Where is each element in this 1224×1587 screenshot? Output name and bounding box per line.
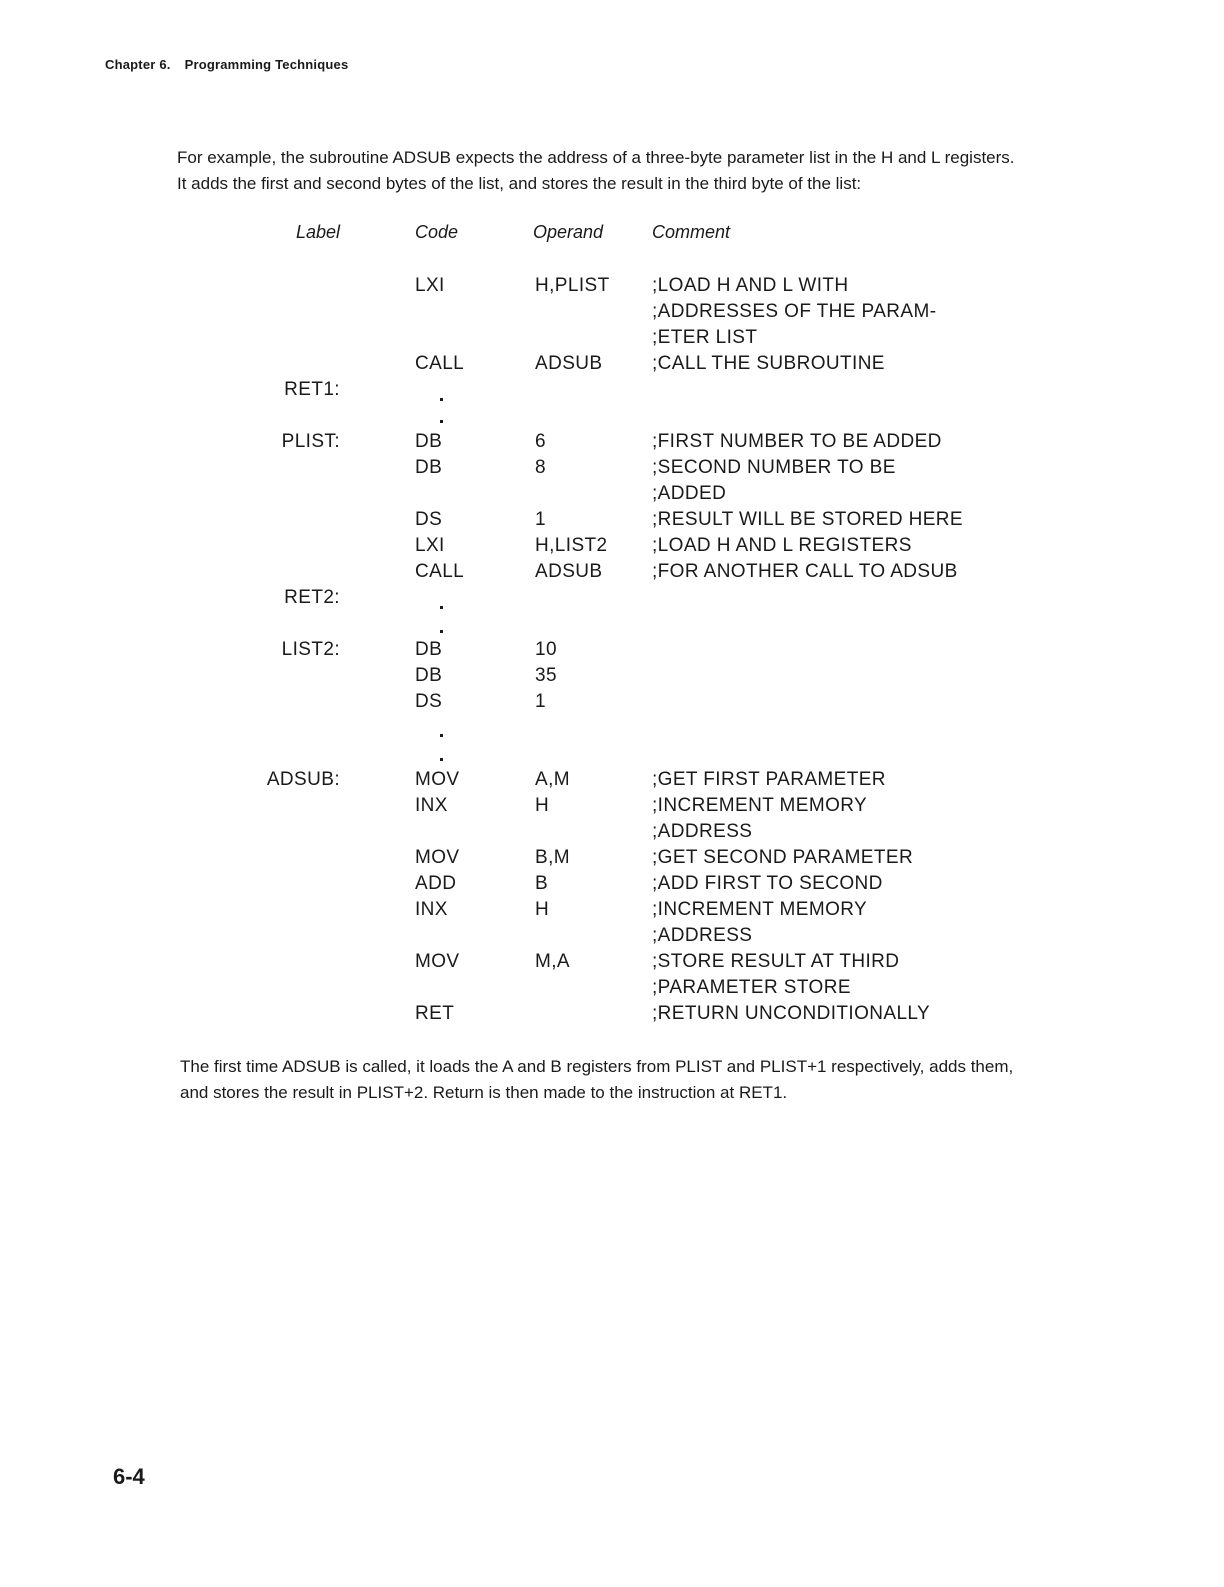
column-header-comment: Comment <box>652 222 731 242</box>
label-cell: RET2: <box>284 587 340 608</box>
code-cell: DS <box>415 691 443 712</box>
code-cell: LXI <box>415 535 445 556</box>
listing-row <box>0 377 1224 403</box>
operand-cell: 35 <box>535 665 557 686</box>
comment-cell: ;GET FIRST PARAMETER <box>652 769 886 790</box>
listing-row <box>0 793 1224 819</box>
ellipsis-dot <box>440 606 443 609</box>
listing-row <box>0 949 1224 975</box>
label-cell: LIST2: <box>281 639 340 660</box>
comment-cell: ;FOR ANOTHER CALL TO ADSUB <box>652 561 958 582</box>
column-header-operand: Operand <box>533 222 604 242</box>
listing-row <box>0 533 1224 559</box>
code-cell: INX <box>415 795 448 816</box>
comment-cell: ;GET SECOND PARAMETER <box>652 847 914 868</box>
ellipsis-dot <box>440 630 443 633</box>
code-cell: MOV <box>415 769 460 790</box>
chapter-title: Programming Techniques <box>184 57 349 72</box>
intro-line: For example, the subroutine ADSUB expects the address of a three-byte parameter list in the H and L registers. <box>177 148 1015 167</box>
code-cell: CALL <box>415 353 465 374</box>
listing-row <box>0 325 1224 351</box>
code-cell: CALL <box>415 561 465 582</box>
label-cell: ADSUB: <box>266 769 340 790</box>
listing-row <box>0 845 1224 871</box>
code-cell: MOV <box>415 847 460 868</box>
comment-cell: ;ADDED <box>652 483 727 504</box>
listing-row <box>0 871 1224 897</box>
listing-row <box>0 507 1224 533</box>
listing-row <box>0 897 1224 923</box>
code-cell: DB <box>415 457 443 478</box>
column-header-code: Code <box>415 222 459 242</box>
comment-cell: ;PARAMETER STORE <box>652 977 851 998</box>
code-cell: DS <box>415 509 443 530</box>
outro-line: and stores the result in PLIST+2. Return is then made to the instruction at RET1. <box>180 1083 788 1102</box>
code-cell: INX <box>415 899 448 920</box>
operand-cell: ADSUB <box>535 561 603 582</box>
listing-row <box>0 455 1224 481</box>
code-cell: DB <box>415 639 443 660</box>
ellipsis-dot <box>440 420 443 423</box>
operand-cell: A,M <box>535 769 570 790</box>
listing-row <box>0 299 1224 325</box>
listing-row <box>0 975 1224 1001</box>
code-cell: ADD <box>415 873 457 894</box>
operand-cell: M,A <box>535 951 570 972</box>
listing-row <box>0 715 1224 741</box>
listing-row <box>0 1001 1224 1027</box>
comment-cell: ;RETURN UNCONDITIONALLY <box>652 1003 931 1024</box>
comment-cell: ;LOAD H AND L REGISTERS <box>652 535 912 556</box>
operand-cell: 10 <box>535 639 557 660</box>
listing-row <box>0 611 1224 637</box>
ellipsis-dot <box>440 758 443 761</box>
comment-cell: ;ADDRESS <box>652 821 753 842</box>
code-cell: RET <box>415 1003 455 1024</box>
code-cell: LXI <box>415 275 445 296</box>
operand-cell: 8 <box>535 457 546 478</box>
operand-cell: H,LIST2 <box>535 535 608 556</box>
operand-cell: 1 <box>535 691 546 712</box>
listing-row <box>0 403 1224 429</box>
comment-cell: ;RESULT WILL BE STORED HERE <box>652 509 964 530</box>
code-cell: DB <box>415 665 443 686</box>
intro-line: It adds the first and second bytes of the list, and stores the result in the third byte of the list: <box>177 174 862 193</box>
listing-row <box>0 923 1224 949</box>
comment-cell: ;ADDRESS <box>652 925 753 946</box>
label-cell: RET1: <box>284 379 340 400</box>
operand-cell: H <box>535 899 550 920</box>
comment-cell: ;ETER LIST <box>652 327 758 348</box>
operand-cell: 6 <box>535 431 546 452</box>
operand-cell: B,M <box>535 847 570 868</box>
label-cell: PLIST: <box>281 431 340 452</box>
listing-row <box>0 663 1224 689</box>
page-number: 6-4 <box>113 1464 145 1489</box>
operand-cell: H,PLIST <box>535 275 610 296</box>
listing-row <box>0 637 1224 663</box>
operand-cell: ADSUB <box>535 353 603 374</box>
comment-cell: ;INCREMENT MEMORY <box>652 899 868 920</box>
column-header-label: Label <box>296 222 341 242</box>
listing-row <box>0 481 1224 507</box>
comment-cell: ;SECOND NUMBER TO BE <box>652 457 896 478</box>
comment-cell: ;CALL THE SUBROUTINE <box>652 353 885 374</box>
code-cell: MOV <box>415 951 460 972</box>
comment-cell: ;FIRST NUMBER TO BE ADDED <box>652 431 942 452</box>
operand-cell: H <box>535 795 550 816</box>
chapter-number: Chapter 6. <box>105 57 171 72</box>
listing-row <box>0 351 1224 377</box>
comment-cell: ;ADDRESSES OF THE PARAM- <box>652 301 937 322</box>
operand-cell: B <box>535 873 549 894</box>
listing-row <box>0 559 1224 585</box>
listing-row <box>0 741 1224 767</box>
code-cell: DB <box>415 431 443 452</box>
listing-row <box>0 585 1224 611</box>
comment-cell: ;STORE RESULT AT THIRD <box>652 951 900 972</box>
listing-row <box>0 819 1224 845</box>
listing-row <box>0 689 1224 715</box>
comment-cell: ;ADD FIRST TO SECOND <box>652 873 883 894</box>
listing-row <box>0 429 1224 455</box>
comment-cell: ;INCREMENT MEMORY <box>652 795 868 816</box>
comment-cell: ;LOAD H AND L WITH <box>652 275 849 296</box>
operand-cell: 1 <box>535 509 546 530</box>
listing-row <box>0 273 1224 299</box>
ellipsis-dot <box>440 398 443 401</box>
listing-row <box>0 767 1224 793</box>
outro-line: The first time ADSUB is called, it loads the A and B registers from PLIST and PLIST+1 respectively, adds them, <box>180 1057 1014 1076</box>
closing-paragraph <box>180 1054 1120 1106</box>
ellipsis-dot <box>440 734 443 737</box>
